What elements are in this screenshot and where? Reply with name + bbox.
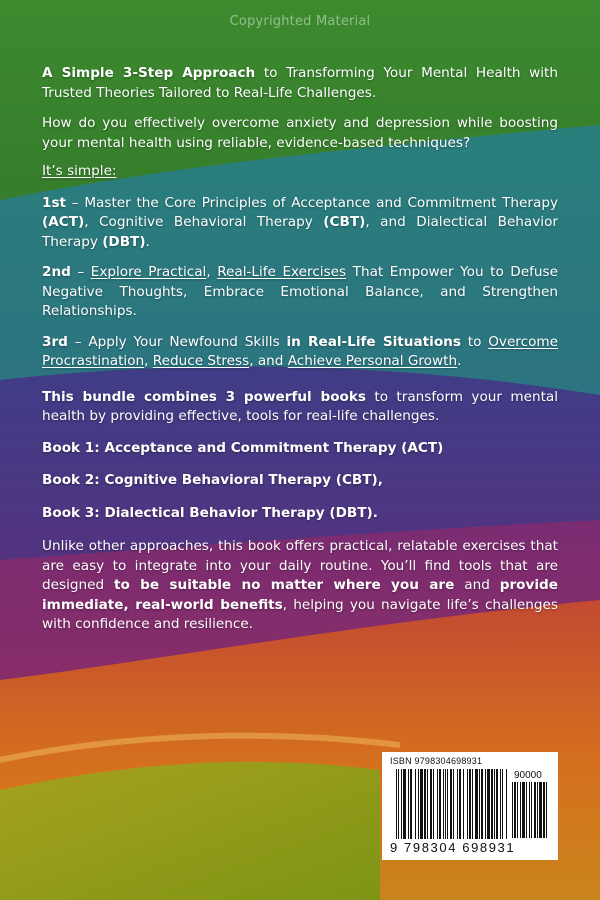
barcode-bar (494, 769, 495, 839)
barcode-bar (469, 769, 471, 839)
barcode-bar (481, 769, 483, 839)
barcode-bar (463, 769, 464, 839)
barcode-bar (485, 769, 486, 839)
closing-bold-b: provide immediate, real-world benefits (42, 577, 558, 613)
step-1-cbt: (CBT) (323, 214, 366, 230)
barcode-bar (430, 769, 432, 839)
step-1-act: (ACT) (42, 214, 85, 230)
barcode-bar (512, 782, 513, 838)
barcode-bar (433, 769, 434, 839)
closing-paragraph (42, 537, 558, 635)
closing-text-b: and (454, 577, 500, 593)
barcode-bar (439, 769, 441, 839)
simple-text: It’s simple: (42, 163, 117, 179)
barcode-bar (491, 769, 493, 839)
barcode-bar (496, 769, 498, 839)
step-1-text-b: , Cognitive Behavioral Therapy (84, 214, 324, 230)
barcode-bar (546, 782, 547, 838)
barcode-bar (424, 769, 426, 839)
barcode-bar (479, 769, 480, 839)
barcode-bar (457, 769, 458, 839)
barcode-bar (487, 769, 490, 839)
barcode-bar (418, 769, 419, 839)
closing-text-a: Unlike other approaches, this book offers practical, relatable exercises that are easy to integrate into your daily routine. You’ll find tools that are designed (42, 538, 558, 593)
barcode-bar (450, 769, 452, 839)
step-2-link-a: Explore Practical (90, 264, 207, 280)
step-1 (42, 194, 558, 253)
question-paragraph: How do you effectively overcome anxiety and depression while boosting your mental health using reliable, evidence-based techniques? (42, 115, 558, 151)
barcode-bar (427, 769, 428, 839)
closing-bold-a: to be suitable no matter where you are (114, 577, 455, 593)
barcode-bar (396, 769, 397, 839)
book-1 (42, 439, 558, 459)
barcode-bar (415, 769, 416, 839)
barcode-bar (506, 769, 507, 839)
barcode-bar (526, 782, 527, 838)
step-2-link-b: Real-Life Exercises (217, 264, 347, 280)
isbn-barcode (382, 752, 558, 860)
barcode-bar (517, 782, 518, 838)
step-2-text-a: – (70, 264, 91, 280)
bundle-text: to transform your mental health by providing effective, tools for real-life challenges. (42, 388, 559, 424)
book-3 (42, 504, 558, 524)
bundle-bold: This bundle combines 3 powerful books (42, 388, 367, 405)
step-1-text-a: – Master the Core Principles of Acceptance and Commitment Therapy (66, 194, 558, 211)
step-1-text-d: . (145, 233, 150, 250)
barcode-bar (401, 769, 402, 839)
step-2-text-c: That Empower You to Defuse Negative Thoughts, Embrace Emotional Balance, and Strengthen Relationships. (42, 264, 558, 319)
back-cover-text (42, 64, 558, 635)
barcode-bar (408, 769, 409, 839)
step-3-link-a: Overcome Procrastination (42, 333, 558, 369)
book-1-title: Book 1: Acceptance and Commitment Therapy (ACT) (42, 439, 444, 456)
barcode-bars (396, 769, 508, 839)
step-3-link-c: Achieve Personal Growth (287, 353, 458, 369)
barcode-bar (520, 782, 521, 838)
bundle-paragraph (42, 388, 558, 427)
barcode-bar (472, 769, 473, 839)
isbn-digits: 9 798304 698931 (390, 840, 516, 855)
barcode-bar (398, 769, 399, 839)
intro-bold: A Simple 3-Step Approach (42, 65, 256, 81)
barcode-bar (500, 769, 501, 839)
intro-text: to Transforming Your Mental Health with Trusted Theories Tailored to Real-Life Challenges. (42, 65, 559, 101)
book-2-title: Book 2: Cognitive Behavioral Therapy (CBT), (42, 472, 383, 488)
step-1-text-c: , and Dialectical Behavior Therapy (42, 214, 558, 250)
step-2-lead: 2nd (42, 264, 71, 280)
isbn-label: ISBN 9798304698931 (390, 756, 483, 766)
barcode-bar (445, 769, 446, 839)
barcode-bar (514, 782, 516, 838)
barcode-bar (531, 782, 532, 838)
watermark: Copyrighted Material (229, 14, 371, 29)
barcode-bar (459, 769, 461, 839)
barcode-bar (447, 769, 448, 839)
step-3-lead: 3rd (42, 333, 68, 350)
step-3-bold: in Real-Life Situations (286, 333, 461, 350)
barcode-bar (502, 769, 503, 839)
step-2 (42, 263, 558, 322)
step-3-text-c: , (144, 353, 153, 369)
step-1-lead: 1st (42, 194, 67, 211)
barcode-bar (437, 769, 438, 839)
step-3-text-d: , and (249, 353, 288, 369)
book-3-title: Book 3: Dialectical Behavior Therapy (DBT). (42, 504, 378, 521)
barcode-bar (410, 769, 412, 839)
step-1-dbt: (DBT) (102, 233, 146, 250)
step-2-text-b: , (206, 264, 218, 280)
barcode-bar (529, 782, 530, 838)
step-3-text-a: – Apply Your Newfound Skills (67, 333, 287, 350)
step-3-text-b: to (460, 333, 489, 350)
barcode-bar (420, 769, 423, 839)
simple-heading (42, 162, 558, 182)
price-code: 90000 (514, 770, 542, 781)
barcode-bar (543, 782, 545, 838)
barcode-bar (403, 769, 406, 839)
step-3-link-b: Reduce Stress (152, 353, 250, 369)
barcode-bar (467, 769, 468, 839)
barcode-bar (522, 782, 525, 838)
barcode-bar (534, 782, 536, 838)
intro-paragraph (42, 64, 558, 103)
addon-barcode-bars (512, 782, 552, 838)
closing-text-c: , helping you navigate life’s challenges with confidence and resilience. (42, 596, 558, 632)
step-3 (42, 333, 558, 372)
book-2 (42, 471, 558, 491)
barcode-bar (539, 782, 542, 838)
barcode-bar (443, 769, 444, 839)
barcode-bar (453, 769, 454, 839)
step-3-text-e: . (457, 353, 462, 369)
barcode-bar (475, 769, 478, 839)
barcode-bar (537, 782, 538, 838)
